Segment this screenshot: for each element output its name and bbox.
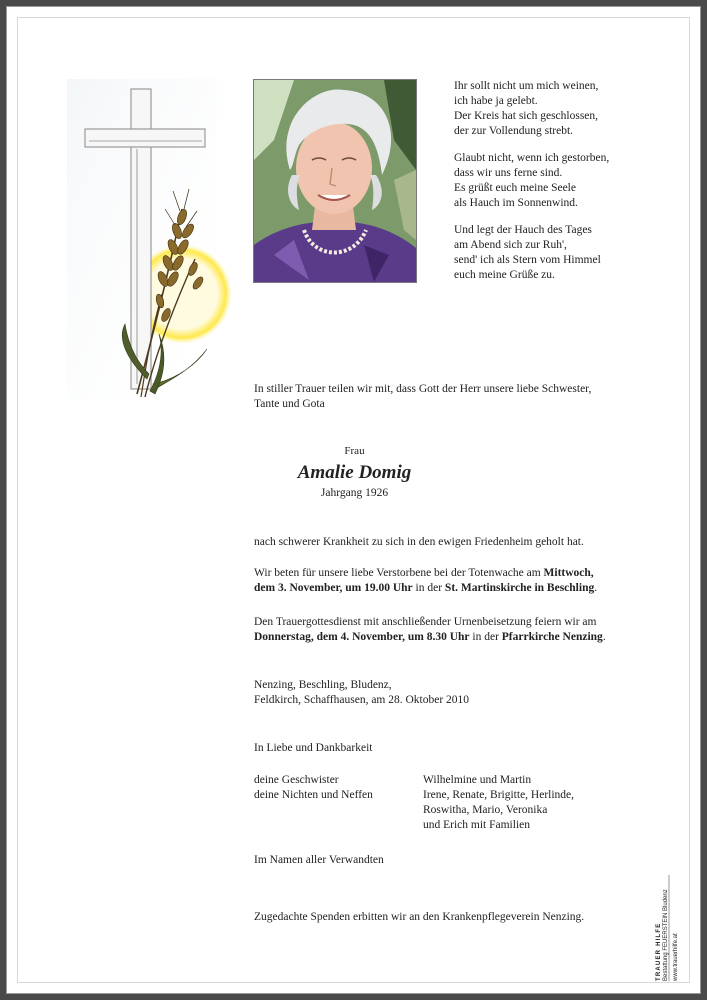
family-left-line: deine Nichten und Neffen bbox=[254, 789, 373, 801]
family-right-line: Irene, Renate, Brigitte, Herlinde, bbox=[423, 789, 575, 801]
poem-line: euch meine Grüße zu. bbox=[454, 269, 555, 281]
poem-stanza-2 bbox=[454, 151, 609, 211]
family-right-line: und Erich mit Familien bbox=[423, 819, 530, 831]
wake-datetime: dem 3. November, um 19.00 Uhr bbox=[254, 582, 413, 594]
poem-line: Und legt der Hauch des Tages bbox=[454, 224, 592, 236]
funeral-text-3: . bbox=[602, 631, 606, 643]
funeral-text-2: in der bbox=[469, 631, 502, 643]
birth-year: Jahrgang 1926 bbox=[320, 487, 389, 499]
poem-line: Der Kreis hat sich geschlossen, bbox=[454, 110, 599, 122]
deceased-name: Amalie Domig bbox=[297, 462, 412, 483]
poem-stanza-1 bbox=[454, 79, 609, 139]
poem-line: der zur Vollendung strebt. bbox=[454, 125, 574, 137]
funeral-text-1: Den Trauergottesdienst mit anschließender Urnenbeisetzung feiern wir am bbox=[254, 616, 597, 628]
wake-text bbox=[254, 566, 597, 596]
relatives-text: Im Namen aller Verwandten bbox=[254, 854, 384, 866]
intro-line-2: Tante und Gota bbox=[254, 398, 325, 410]
intro-line-1: In stiller Trauer teilen wir mit, dass Gott der Herr unsere liebe Schwester, bbox=[254, 383, 592, 395]
logo-line-2: Bestattung FEUERSTEIN Bludenz bbox=[663, 889, 669, 981]
intro-text bbox=[254, 382, 591, 412]
family-left-line: deine Geschwister bbox=[254, 774, 339, 786]
poem-line: Es grüßt euch meine Seele bbox=[454, 182, 576, 194]
funeral-church: Pfarrkirche Nenzing bbox=[501, 631, 603, 643]
salutation: Frau bbox=[344, 445, 365, 457]
poem-line: dass wir uns ferne sind. bbox=[454, 167, 563, 179]
wake-text-3: . bbox=[594, 582, 598, 594]
wake-text-1: Wir beten für unsere liebe Verstorbene bei der Totenwache am bbox=[254, 567, 544, 579]
poem-stanza-3 bbox=[454, 223, 609, 283]
place-line-2: Feldkirch, Schaffhausen, am 28. Oktober 2010 bbox=[254, 694, 470, 706]
poem-line: am Abend sich zur Ruh', bbox=[454, 239, 567, 251]
cross-wheat-illustration bbox=[67, 79, 267, 409]
obituary-page bbox=[6, 6, 701, 994]
family-right-line: Wilhelmine und Martin bbox=[423, 774, 532, 786]
place-date bbox=[254, 678, 469, 708]
family-right-line: Roswitha, Mario, Veronika bbox=[423, 804, 548, 816]
funeral-datetime: Donnerstag, dem 4. November, um 8.30 Uhr bbox=[254, 631, 470, 643]
poem-line: send' ich als Stern vom Himmel bbox=[454, 254, 601, 266]
logo-line-1: TRAUER HILFE bbox=[656, 922, 662, 981]
taken-text: nach schwerer Krankheit zu sich in den ewigen Friedenheim geholt hat. bbox=[254, 536, 584, 548]
wake-day: Mittwoch, bbox=[543, 567, 594, 579]
wake-church: St. Martinskirche in Beschling bbox=[444, 582, 595, 594]
donation-text: Zugedachte Spenden erbitten wir an den Krankenpflegeverein Nenzing. bbox=[254, 911, 585, 923]
place-line-1: Nenzing, Beschling, Bludenz, bbox=[254, 679, 392, 691]
poem-line: Ihr sollt nicht um mich weinen, bbox=[454, 80, 599, 92]
family-left bbox=[254, 773, 373, 803]
logo-line-3: www.trauerhilfe.at bbox=[673, 933, 679, 981]
poem bbox=[454, 79, 609, 295]
wake-text-2: in der bbox=[412, 582, 445, 594]
poem-line: als Hauch im Sonnenwind. bbox=[454, 197, 578, 209]
trauerhilfe-logo bbox=[653, 873, 683, 985]
poem-line: Glaubt nicht, wenn ich gestorben, bbox=[454, 152, 610, 164]
portrait-photo bbox=[253, 79, 417, 283]
love-text: In Liebe und Dankbarkeit bbox=[254, 742, 373, 754]
funeral-text bbox=[254, 615, 606, 645]
family-right bbox=[423, 773, 574, 833]
poem-line: ich habe ja gelebt. bbox=[454, 95, 538, 107]
